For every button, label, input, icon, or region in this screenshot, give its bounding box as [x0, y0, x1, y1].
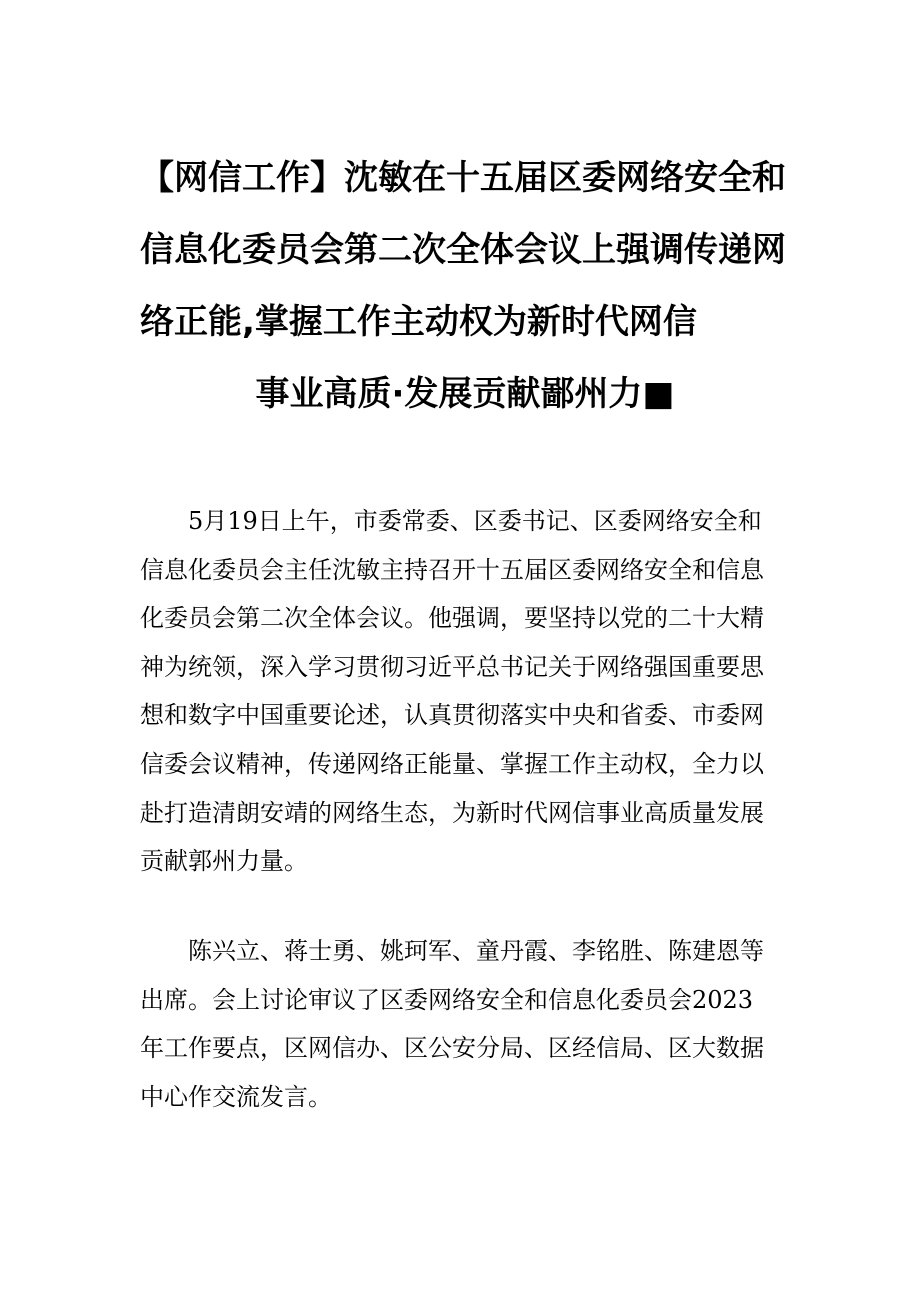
- paragraph-line: 神为统领，深入学习贯彻习近平总书记关于网络强国重要思: [140, 652, 764, 681]
- paragraph-line: 赴打造清朗安靖的网络生态，为新时代网信事业高质量发展: [140, 798, 764, 827]
- paragraph-line: 出席。会上讨论审议了区委网络安全和信息化委员会2023: [140, 985, 754, 1014]
- paragraph-line: 化委员会第二次全体会议。他强调，要坚持以党的二十大精: [140, 604, 764, 633]
- title-line: 络正能,掌握工作主动权为新时代网信: [140, 302, 697, 342]
- paragraph-line: 中心作交流发言。: [140, 1082, 332, 1111]
- paragraph-line: 贡献郭州力量。: [140, 847, 308, 876]
- paragraph-line: 5月19日上午，市委常委、区委书记、区委网络安全和: [188, 507, 762, 535]
- document-title: [140, 142, 790, 430]
- paragraph-line: 信息化委员会主任沈敏主持召开十五届区委网络安全和信息: [140, 555, 764, 584]
- body-paragraph-1: [140, 497, 790, 886]
- paragraph-line: 想和数字中国重要论述，认真贯彻落实中央和省委、市委网: [140, 701, 764, 730]
- body-paragraph-2: [140, 927, 790, 1121]
- paragraph-line: 年工作要点，区网信办、区公安分局、区经信局、区大数据: [140, 1034, 764, 1063]
- paragraph-line: 陈兴立、蒋士勇、姚珂军、童丹霞、李铭胜、陈建恩等: [188, 937, 764, 965]
- title-line: 信息化委员会第二次全体会议上强调传递网: [140, 230, 786, 270]
- title-line: 【网信工作】沈敏在十五届区委网络安全和: [140, 158, 786, 198]
- paragraph-line: 信委会议精神，传递网络正能量、掌握工作主动权，全力以: [140, 749, 764, 778]
- title-line: 事业高质·发展贡献鄙州力■: [255, 374, 675, 414]
